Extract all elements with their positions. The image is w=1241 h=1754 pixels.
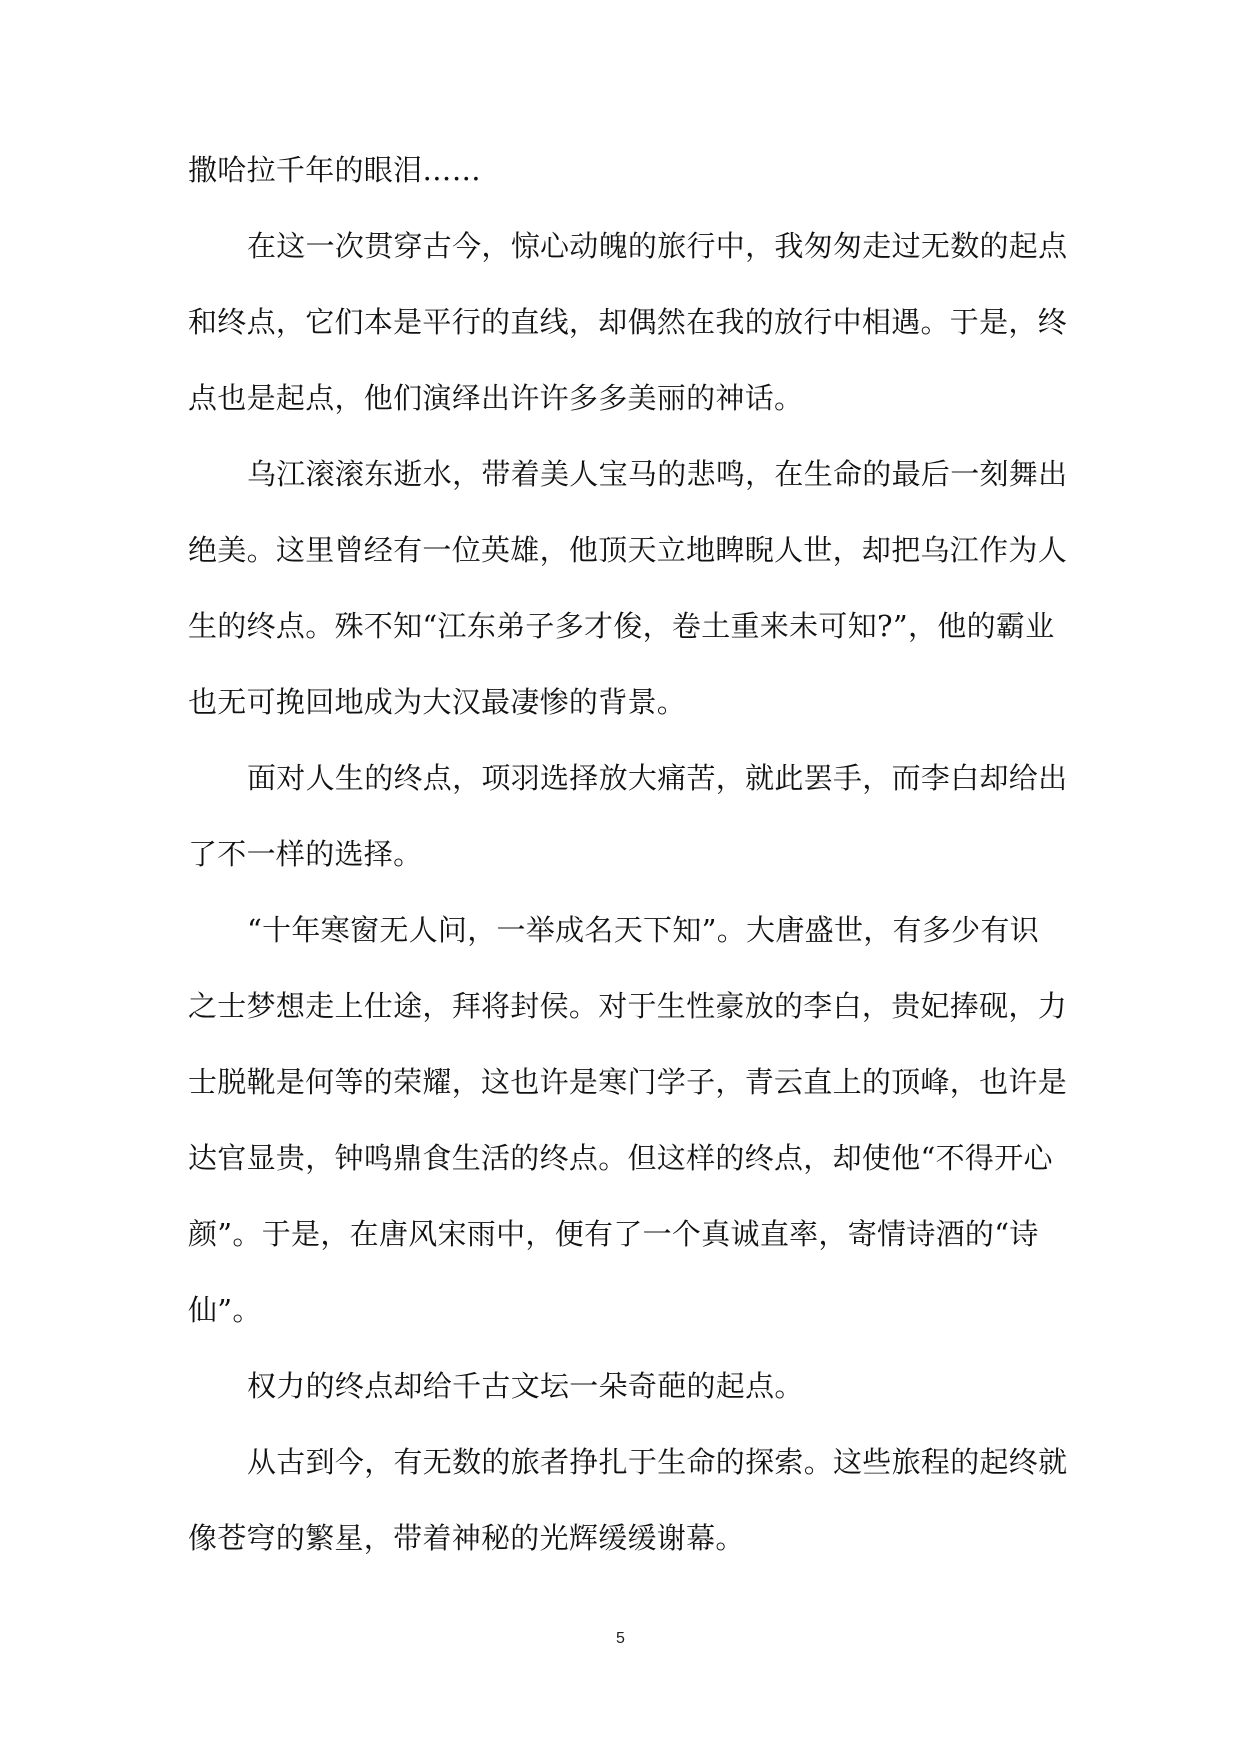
text-line: 绝美。这里曾经有一位英雄，他顶天立地睥睨人世，却把乌江作为人 [188, 533, 1068, 567]
text-line: 像苍穹的繁星，带着神秘的光辉缓缓谢幕。 [188, 1521, 745, 1555]
text-line: 撒哈拉千年的眼泪…… [188, 153, 482, 187]
text-line: 士脱靴是何等的荣耀，这也许是寒门学子，青云直上的顶峰，也许是 [188, 1065, 1068, 1099]
text-line: 了不一样的选择。 [188, 837, 423, 871]
text-line: 达官显贵，钟鸣鼎食生活的终点。但这样的终点，却使他“不得开心 [188, 1141, 1053, 1175]
text-line: 乌江滚滚东逝水，带着美人宝马的悲鸣，在生命的最后一刻舞出 [247, 457, 1068, 491]
text-line: 颜”。于是，在唐风宋雨中，便有了一个真诚直率，寄情诗酒的“诗 [188, 1217, 1039, 1251]
text-line: 和终点，它们本是平行的直线，却偶然在我的放行中相遇。于是，终 [188, 305, 1068, 339]
text-line: “十年寒窗无人问，一举成名天下知”。大唐盛世，有多少有识 [247, 913, 1040, 947]
text-line: 之士梦想走上仕途，拜将封侯。对于生性豪放的李白，贵妃捧砚，力 [188, 989, 1068, 1023]
page-number: 5 [616, 1630, 625, 1647]
text-line: 生的终点。殊不知“江东弟子多才俊，卷土重来未可知?”，他的霸业 [188, 609, 1055, 643]
text-line: 点也是起点，他们演绎出许许多多美丽的神话。 [188, 381, 804, 415]
text-line: 在这一次贯穿古今，惊心动魄的旅行中，我匆匆走过无数的起点 [247, 229, 1068, 263]
text-line: 从古到今，有无数的旅者挣扎于生命的探索。这些旅程的起终就 [247, 1445, 1068, 1479]
essay-body [188, 143, 1068, 1587]
text-line: 权力的终点却给千古文坛一朵奇葩的起点。 [247, 1369, 804, 1403]
text-line: 仙”。 [188, 1293, 262, 1327]
text-line: 面对人生的终点，项羽选择放大痛苦，就此罢手，而李白却给出 [247, 761, 1068, 795]
text-line: 也无可挽回地成为大汉最凄惨的背景。 [188, 685, 687, 719]
